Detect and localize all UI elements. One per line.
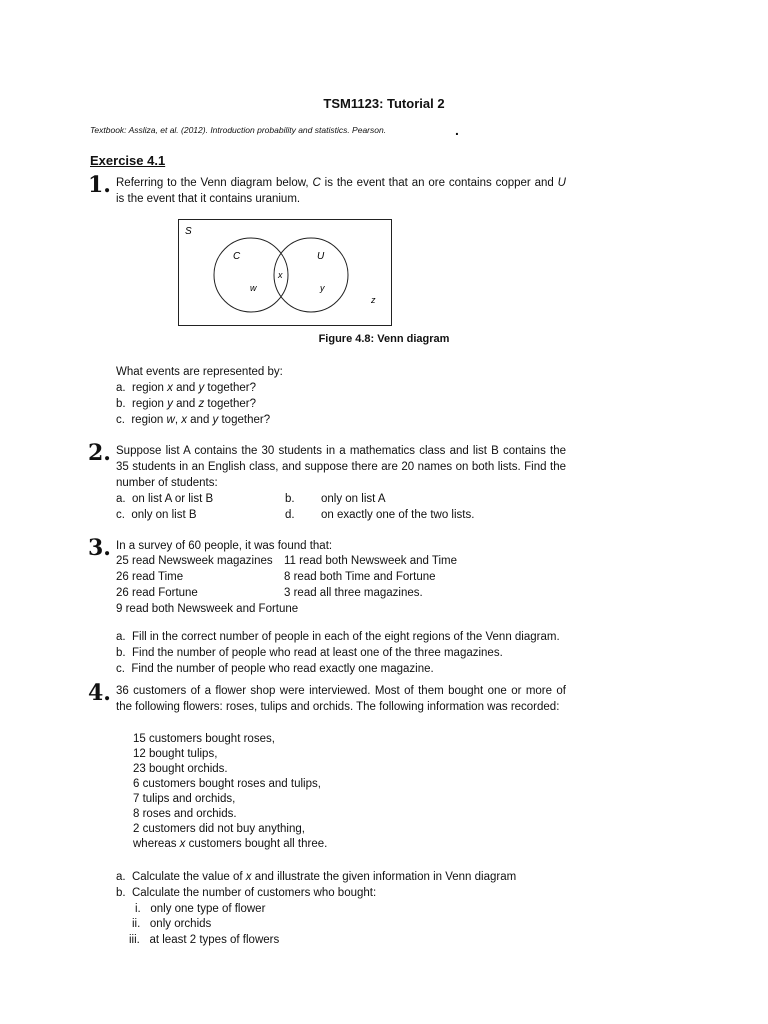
question-4-fact: 7 tulips and orchids, xyxy=(133,793,236,805)
sample-space-rectangle xyxy=(179,220,392,326)
region-y-label: y xyxy=(320,283,325,293)
question-3-fact: 25 read Newsweek magazines xyxy=(116,555,273,567)
question-3-fact: 3 read all three magazines. xyxy=(284,587,423,599)
question-1-number: 1. xyxy=(88,172,111,198)
figure-caption: Figure 4.8: Venn diagram xyxy=(318,333,450,345)
question-4-number: 4. xyxy=(88,680,111,706)
question-2-option-b: b. xyxy=(285,493,295,505)
question-1-item-a: a. region x and y together? xyxy=(116,382,257,394)
sample-space-label: S xyxy=(185,226,192,237)
question-4-fact: 6 customers bought roses and tulips, xyxy=(133,778,321,790)
question-2-option-d-text: on exactly one of the two lists. xyxy=(321,509,475,521)
stray-mark: . xyxy=(455,122,459,138)
question-3-fact: 9 read both Newsweek and Fortune xyxy=(116,603,299,615)
question-2-number: 2. xyxy=(88,440,111,466)
question-4-fact-last: whereas x customers bought all three. xyxy=(133,838,328,850)
circle-c xyxy=(214,238,288,312)
page-title: TSM1123: Tutorial 2 xyxy=(323,96,445,111)
question-4-sub-item-iii: iii. at least 2 types of flowers xyxy=(129,934,280,946)
region-z-label: z xyxy=(371,295,376,305)
question-4-fact: 12 bought tulips, xyxy=(133,748,218,760)
question-1-text: Referring to the Venn diagram below, C is the event that an ore contains copper and U is the event that it contains uranium. xyxy=(116,177,566,205)
question-4-fact: 8 roses and orchids. xyxy=(133,808,237,820)
region-w-label: w xyxy=(250,283,257,293)
question-3-intro: In a survey of 60 people, it was found that: xyxy=(116,540,333,552)
question-4-sub-item-ii: ii. only orchids xyxy=(132,918,212,930)
question-3-item-c: c. Find the number of people who read exactly one magazine. xyxy=(116,663,434,675)
region-x-label: x xyxy=(278,270,283,280)
question-3-number: 3. xyxy=(88,535,111,561)
circle-u xyxy=(274,238,348,312)
question-4-fact: 15 customers bought roses, xyxy=(133,733,275,745)
question-2-text: Suppose list A contains the 30 students in a mathematics class and list B contains the 35 students in an English class, and suppose there are 20 names on both lists. Find the number of students: xyxy=(116,445,566,489)
question-3-fact: 26 read Time xyxy=(116,571,184,583)
circle-u-label: U xyxy=(317,251,325,262)
question-4-item-b: b. Calculate the number of customers who bought: xyxy=(116,887,377,899)
exercise-heading: Exercise 4.1 xyxy=(90,153,166,168)
textbook-reference: Textbook: Assliza, et al. (2012). Introduction probability and statistics. Pearson. xyxy=(90,125,387,135)
question-1-item-b: b. region y and z together? xyxy=(116,398,257,410)
question-3-fact: 26 read Fortune xyxy=(116,587,198,599)
question-4-fact: 2 customers did not buy anything, xyxy=(133,823,305,835)
question-4-intro: 36 customers of a flower shop were interviewed. Most of them bought one or more of the following flowers: roses, tulips and orchids. The following information was recorded: xyxy=(116,685,566,713)
question-1-prompt: What events are represented by: xyxy=(116,366,283,378)
question-2-option-c: c. only on list B xyxy=(116,509,197,521)
question-4-sub-item-i: i. only one type of flower xyxy=(135,903,266,915)
question-3-item-a: a. Fill in the correct number of people in each of the eight regions of the Venn diagram. xyxy=(116,631,560,643)
question-3-item-b: b. Find the number of people who read at least one of the three magazines. xyxy=(116,647,503,659)
question-2-option-d: d. xyxy=(285,509,295,521)
question-4-item-a: a. Calculate the value of x and illustrate the given information in Venn diagram xyxy=(116,871,517,883)
question-2-option-a: a. on list A or list B xyxy=(116,493,214,505)
question-1-item-c: c. region w, x and y together? xyxy=(116,414,271,426)
question-4-fact: 23 bought orchids. xyxy=(133,763,228,775)
question-3-fact: 8 read both Time and Fortune xyxy=(284,571,436,583)
circle-c-label: C xyxy=(233,251,241,262)
question-3-fact: 11 read both Newsweek and Time xyxy=(284,555,458,567)
question-2-option-b-text: only on list A xyxy=(321,493,386,505)
venn-diagram xyxy=(178,219,393,328)
